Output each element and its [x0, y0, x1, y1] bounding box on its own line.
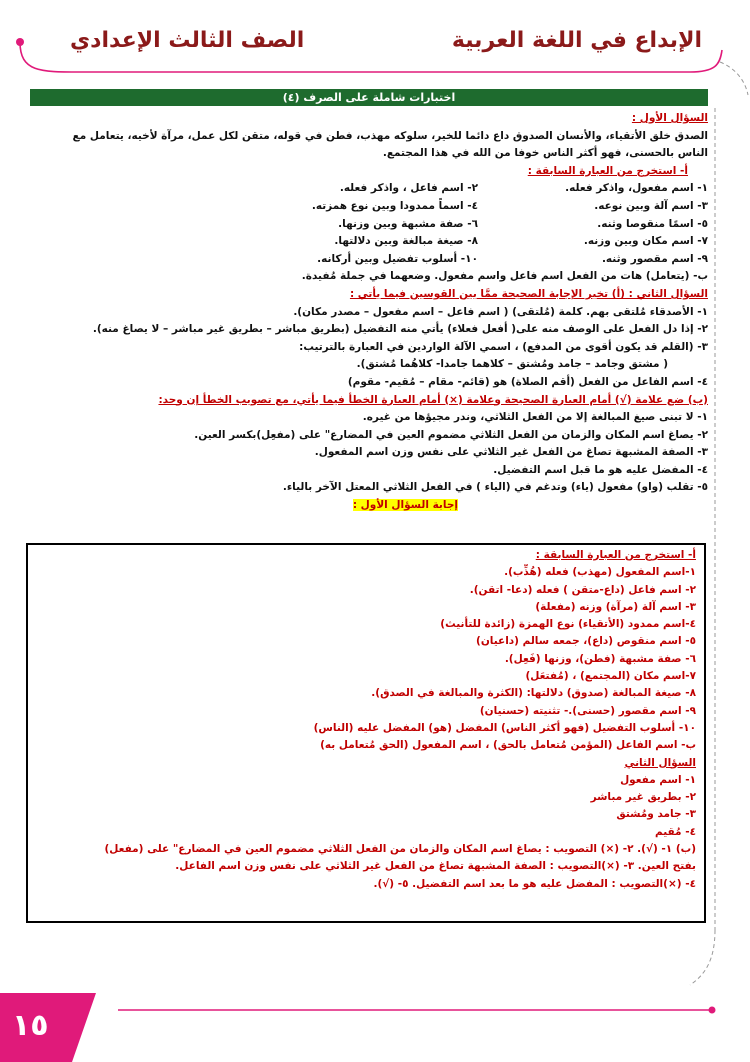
question-2-b-line: ٢- يصاغ اسم المكان والزمان من الفعل الثلاثي مضموم العين في المضارع" على (مفعِل)بكسر العين.: [194, 428, 708, 441]
answer-line: ب- اسم الفاعل (المؤمن مُتعامل بالحق) ، اسم المفعول (الحق مُتعامل به): [320, 739, 696, 752]
question-2-b-line: ٣- الصفة المشبهة تصاغ من الفعل غير الثلاثي على نفس وزن اسم المفعول.: [314, 446, 708, 459]
question-item: ١- اسم مفعول، واذكر فعله.: [565, 182, 708, 195]
answer-line: ١٠- أسلوب التفضيل (فهو أكثر الناس) المفضل (هو) المفضل عليه (الناس): [313, 721, 696, 734]
answer-line: ١-اسم المفعول (مهذب) فعله (هُذِّب).: [504, 566, 696, 579]
question-item: ٤- اسماً ممدودا وبين نوع همزته.: [311, 199, 478, 212]
questions-section: [30, 110, 708, 515]
question-item: ٧- اسم مكان وبين وزنه.: [583, 235, 708, 248]
footer-line: [118, 1007, 716, 1014]
question-item: ١٠- أسلوب تفضيل وبين أركانه.: [317, 252, 478, 265]
question-1-row: [30, 198, 708, 216]
book-title: الإبداع في اللغة العربية: [451, 28, 702, 53]
question-item: ٩- اسم مقصور وثنه.: [601, 252, 708, 265]
answer-b-line: (ب) ١- (√). ٢- (×) التصويب : يصاغ اسم المكان والزمان من الفعل الثلاثي مضموم العين في المضارع" على (مفعل): [104, 843, 696, 856]
question-1-part-a-title: أ- استخرج من العبارة السابقة :: [527, 164, 688, 177]
answer-line: ٢- اسم فاعل (داع-متقن ) فعله (دعا- اتقن).: [469, 583, 696, 596]
answer-line: ٥- اسم منقوص (داع)، جمعه سالم (داعيان): [476, 635, 696, 648]
question-2-line: ( مشتق وجامد – جامد ومُشتق – كلاهما جامدا- كلاهُما مُشتق).: [356, 358, 668, 371]
question-item: ٨- صيغة مبالغة وبين دلالتها.: [334, 235, 478, 248]
question-1-part-b: ب- (يتعامل) هات من الفعل اسم فاعل واسم مفعول. وضعهما في جملة مُفيدة.: [301, 270, 708, 283]
question-2-line: ١- الأصدقاء مُلتقى بهم. كلمة (مُلتقى) ( اسم فاعل – اسم مفعول – مصدر مكان).: [293, 305, 708, 318]
answer-line: ٩- اسم مقصور (حسنى).- تثنيته (حسنيان): [479, 704, 696, 717]
question-1-row: [30, 251, 708, 269]
answer-line: ٧-اسم مكان (المجتمع) ، (مُفتعَل): [525, 670, 696, 683]
question-2-b-line: ٤- المفضل عليه هو ما قبل اسم التفضيل.: [493, 463, 708, 476]
grade-title: الصف الثالث الإعدادي: [70, 28, 305, 53]
answer-box: [26, 543, 706, 923]
question-2-line: ٤- اسم الفاعل من الفعل (أقم الصلاة) هو (قائم- مقام – مُقيم- مقوم): [347, 375, 708, 388]
section-banner: اختبارات شاملة على الصرف (٤): [30, 89, 708, 106]
question-2-line: ٢- إذا دل الفعل على الوصف منه على( أفعل فعلاء) يأتي منه التفضيل (بطريق مباشر – بطريق غير مباشر – لا يصاغ منه).: [92, 323, 708, 336]
question-2-title: السؤال الثاني : (أ) تخير الإجابة الصحيحة ممَّا بين القوسين فيما يأتي :: [349, 287, 708, 300]
question-1-title: السؤال الأول :: [631, 112, 708, 124]
answer-line: ٦- صفة مشبهة (فطن)، وزنها (فَعِل).: [504, 652, 696, 665]
question-item: ٣- اسم آلة وبين نوعه.: [594, 199, 708, 212]
answer-label: إجابة السؤال الأول :: [352, 499, 458, 512]
passage-line-1: الصدق خلق الأتقياء، والأنسان الصدوق داع دائما للخير، سلوكه مهذب، فطن في قوله، متقن لكل عمل، مرآة لأخيه، يتعامل مع: [72, 129, 708, 142]
question-2-line: ٣- (القلم قد يكون أقوى من المدفع) ، اسمي الآلة الواردين في العبارة بالترتيب:: [299, 340, 708, 353]
answer-part-a-title: أ- استخرج من العبارة السابقة :: [535, 549, 696, 561]
question-2-part-b-title: (ب) ضع علامة (√) أمام العبارة الصحيحة وعلامة (×) أمام العبارة الخطأ فيما يأتي، مع تصويب الخطأ إن وجد:: [158, 393, 708, 406]
answer-line: ٤-اسم ممدود (الأتقياء) نوع الهمزة (زائدة للتأنيث): [440, 618, 696, 631]
answer-q2-line: ١- اسم مفعول: [620, 773, 696, 786]
answer-line: ٨- صيغة المبالغة (صدوق) دلالتها: (الكثرة والمبالغة في الصدق).: [371, 687, 696, 700]
question-2-b-line: ٥- تقلب (واو) مفعول (ياء) وتدغم في (الياء ) في الفعل الثلاثي المعتل الآخر بالياء.: [282, 481, 708, 494]
answer-q2-line: ٤- مُقيم: [654, 825, 696, 838]
answer-q2-title: السؤال الثاني: [624, 756, 696, 769]
answer-b-line: ٤- (×)التصويب : المفضل عليه هو ما بعد اسم التفضيل. ٥- (√).: [373, 877, 696, 890]
answer-b-line: بفتح العين. ٣- (×)التصويب : الصفة المشبهة تصاغ من الفعل غير الثلاثي على نفس وزن اسم الفاعل.: [175, 860, 696, 873]
question-item: ٢- اسم فاعل ، واذكر فعله.: [339, 182, 478, 195]
question-item: ٦- صفة مشبهة وبين وزنها.: [338, 217, 478, 230]
question-2-b-line: ١- لا تبنى صيغ المبالغة إلا من الفعل الثلاثي، وندر مجيؤها من غيره.: [362, 411, 708, 424]
question-1-row: [30, 180, 708, 198]
answer-line: ٣- اسم آلة (مرآة) وزنه (مفعلة): [535, 600, 696, 613]
answer-q2-line: ٣- جامد ومُشتق: [616, 808, 696, 821]
question-1-row: [30, 216, 708, 234]
question-1-row: [30, 233, 708, 251]
page-number: ١٥: [12, 1008, 49, 1043]
question-item: ٥- اسمًا منقوصا وثنه.: [597, 217, 708, 230]
passage-line-2: الناس بالحسنى، فهو أكثر الناس خوفا من الله في هذا المجتمع.: [382, 147, 708, 160]
answer-q2-line: ٢- بطريق غير مباشر: [590, 791, 696, 804]
